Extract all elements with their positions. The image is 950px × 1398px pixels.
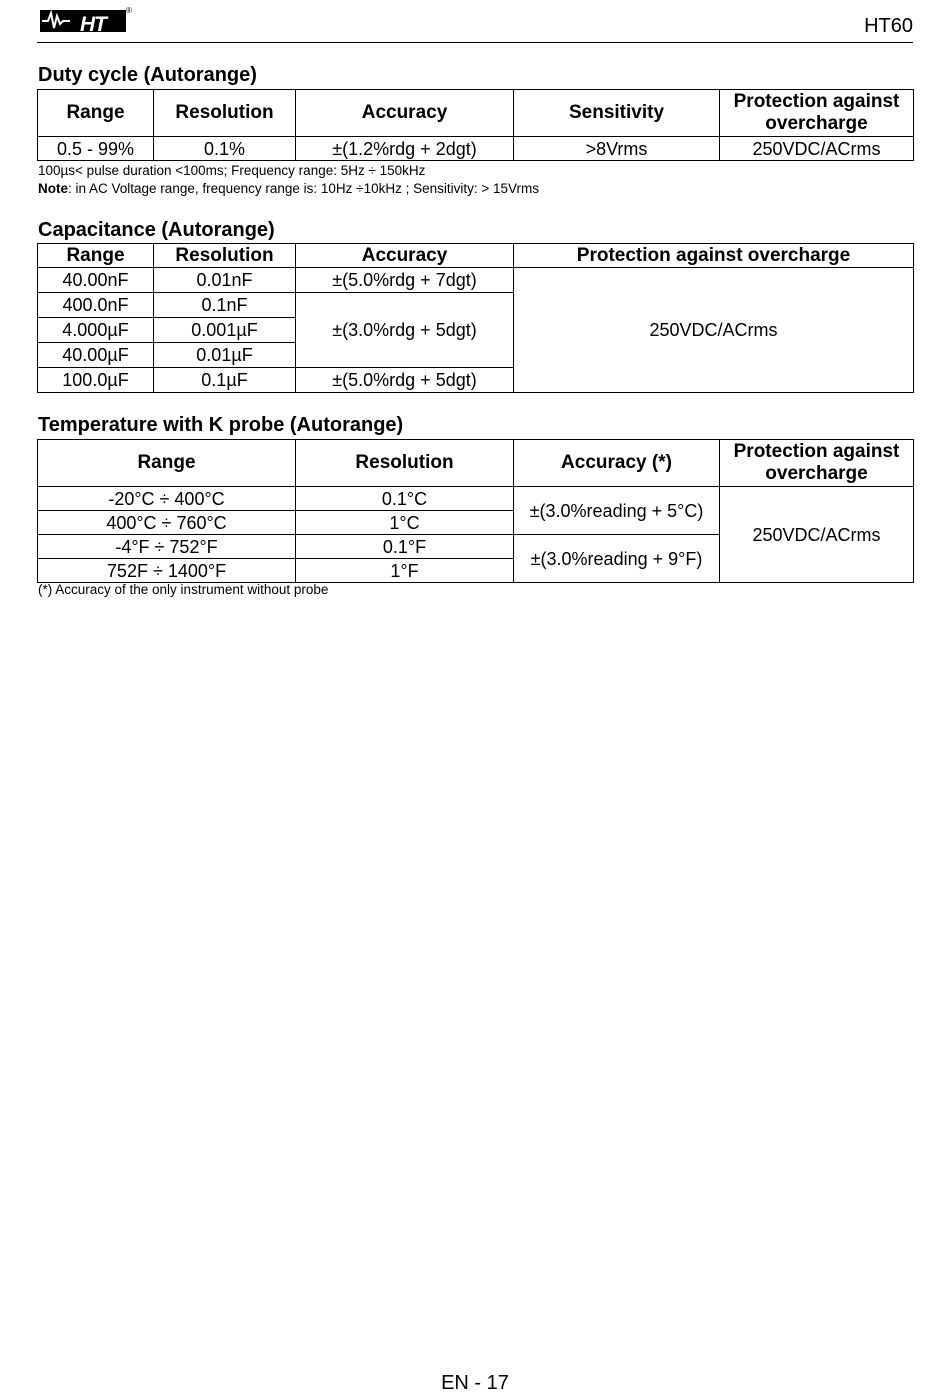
duty-cycle-note bbox=[38, 162, 539, 198]
registered-mark: ® bbox=[126, 6, 132, 15]
cell-resolution: 0.001µF bbox=[154, 318, 296, 343]
cell-resolution: 0.01nF bbox=[154, 268, 296, 293]
header-range: Range bbox=[38, 90, 154, 137]
cell-accuracy: ±(3.0%rdg + 5dgt) bbox=[296, 293, 514, 368]
cell-resolution: 0.1% bbox=[154, 137, 296, 161]
header-protection: Protection against overcharge bbox=[720, 90, 914, 137]
header-range: Range bbox=[38, 440, 296, 487]
temperature-title: Temperature with K probe (Autorange) bbox=[38, 414, 404, 436]
cell-resolution: 0.1µF bbox=[154, 368, 296, 393]
header-accuracy: Accuracy bbox=[296, 244, 514, 268]
header-accuracy: Accuracy (*) bbox=[514, 440, 720, 487]
pulse-note: 100µs< pulse duration <100ms; Frequency range: 5Hz ÷ 150kHz bbox=[38, 163, 426, 178]
cell-protection: 250VDC/ACrms bbox=[514, 268, 914, 393]
capacitance-table bbox=[37, 243, 914, 393]
temperature-table bbox=[37, 439, 914, 583]
header-resolution: Resolution bbox=[154, 244, 296, 268]
header-accuracy: Accuracy bbox=[296, 90, 514, 137]
header-protection: Protection against overcharge bbox=[720, 440, 914, 487]
cell-resolution: 0.1nF bbox=[154, 293, 296, 318]
logo-text: HT bbox=[80, 13, 106, 36]
cell-range: 40.00nF bbox=[38, 268, 154, 293]
cell-accuracy: ±(3.0%reading + 9°F) bbox=[514, 535, 720, 583]
cell-range: -4°F ÷ 752°F bbox=[38, 535, 296, 559]
page-number: EN - 17 bbox=[441, 1372, 509, 1394]
cell-range: 100.0µF bbox=[38, 368, 154, 393]
cell-resolution: 1°C bbox=[296, 511, 514, 535]
duty-cycle-title: Duty cycle (Autorange) bbox=[38, 64, 257, 86]
ac-voltage-note bbox=[38, 180, 539, 198]
note-text: : in AC Voltage range, frequency range is: 10Hz ÷10kHz ; Sensitivity: > 15Vrms bbox=[68, 181, 540, 196]
ht-logo bbox=[40, 6, 132, 36]
cell-range: 400.0nF bbox=[38, 293, 154, 318]
cell-sensitivity: >8Vrms bbox=[514, 137, 720, 161]
cell-range: 4.000µF bbox=[38, 318, 154, 343]
header-resolution: Resolution bbox=[296, 440, 514, 487]
page-header bbox=[37, 0, 913, 43]
cell-range: 0.5 - 99% bbox=[38, 137, 154, 161]
note-label: Note bbox=[38, 181, 68, 196]
cell-accuracy: ±(5.0%rdg + 7dgt) bbox=[296, 268, 514, 293]
cell-range: 40.00µF bbox=[38, 343, 154, 368]
cell-protection: 250VDC/ACrms bbox=[720, 487, 914, 583]
temperature-note: (*) Accuracy of the only instrument without probe bbox=[38, 582, 329, 597]
document-code: HT60 bbox=[864, 15, 913, 37]
cell-resolution: 0.01µF bbox=[154, 343, 296, 368]
duty-cycle-table bbox=[37, 89, 914, 161]
cell-accuracy: ±(5.0%rdg + 5dgt) bbox=[296, 368, 514, 393]
header-protection: Protection against overcharge bbox=[514, 244, 914, 268]
header-range: Range bbox=[38, 244, 154, 268]
cell-range: -20°C ÷ 400°C bbox=[38, 487, 296, 511]
cell-accuracy: ±(1.2%rdg + 2dgt) bbox=[296, 137, 514, 161]
header-sensitivity: Sensitivity bbox=[514, 90, 720, 137]
cell-protection: 250VDC/ACrms bbox=[720, 137, 914, 161]
cell-range: 400°C ÷ 760°C bbox=[38, 511, 296, 535]
cell-resolution: 1°F bbox=[296, 559, 514, 583]
cell-resolution: 0.1°C bbox=[296, 487, 514, 511]
cell-resolution: 0.1°F bbox=[296, 535, 514, 559]
cell-accuracy: ±(3.0%reading + 5°C) bbox=[514, 487, 720, 535]
capacitance-title: Capacitance (Autorange) bbox=[38, 219, 275, 241]
cell-range: 752F ÷ 1400°F bbox=[38, 559, 296, 583]
header-resolution: Resolution bbox=[154, 90, 296, 137]
